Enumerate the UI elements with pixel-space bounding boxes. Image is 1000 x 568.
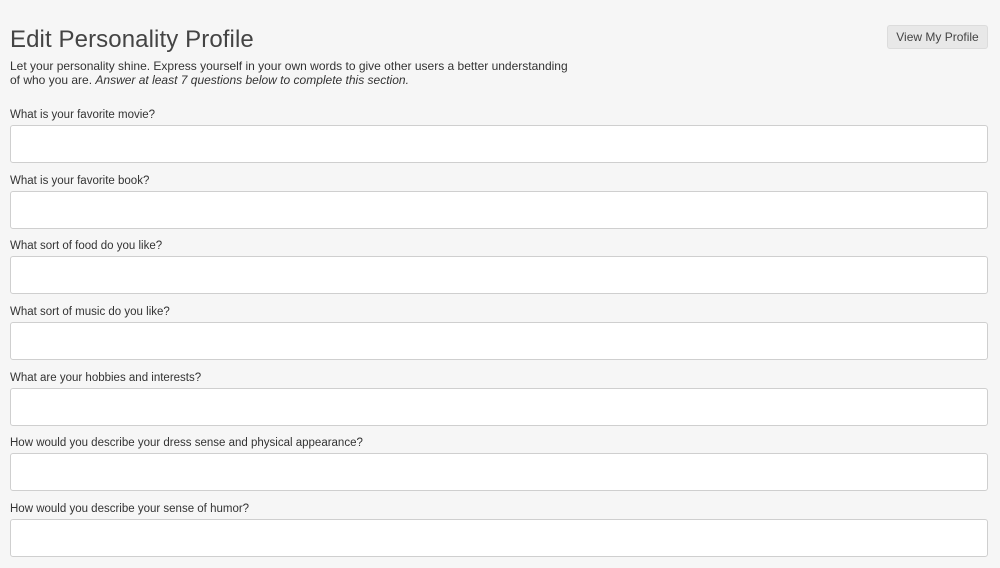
questions-form xyxy=(10,108,988,568)
question-label: What is your favorite movie? xyxy=(10,109,156,121)
page-title: Edit Personality Profile xyxy=(10,26,254,53)
hobbies-input[interactable] xyxy=(10,388,988,426)
music-input[interactable] xyxy=(10,322,988,360)
question-label: What sort of food do you like? xyxy=(10,240,163,253)
question-hobbies xyxy=(10,371,988,437)
question-label: How would you describe your dress sense and physical appearance? xyxy=(10,437,363,450)
question-dress-sense xyxy=(10,436,988,502)
intro-requirement: Answer at least 7 questions below to complete this section. xyxy=(95,73,409,87)
sense-of-humor-input[interactable] xyxy=(10,519,988,557)
favorite-book-input[interactable] xyxy=(10,191,988,229)
favorite-movie-input[interactable] xyxy=(10,125,988,163)
question-music xyxy=(10,305,988,371)
question-label: What sort of music do you like? xyxy=(10,306,170,319)
intro-description: Let your personality shine. Express yourself in your own words to give other users a better understanding of who you are. xyxy=(10,59,568,87)
question-sense-of-humor xyxy=(10,502,988,568)
question-label: What are your hobbies and interests? xyxy=(10,371,202,384)
intro-text xyxy=(10,59,570,87)
question-label: How would you describe your sense of humor? xyxy=(10,503,250,516)
question-favorite-book xyxy=(10,174,988,240)
view-my-profile-button[interactable]: View My Profile xyxy=(887,25,988,49)
question-label: What is your favorite book? xyxy=(10,174,150,187)
food-input[interactable] xyxy=(10,256,988,294)
question-food xyxy=(10,239,988,305)
dress-sense-input[interactable] xyxy=(10,453,988,491)
question-favorite-movie xyxy=(10,108,988,174)
